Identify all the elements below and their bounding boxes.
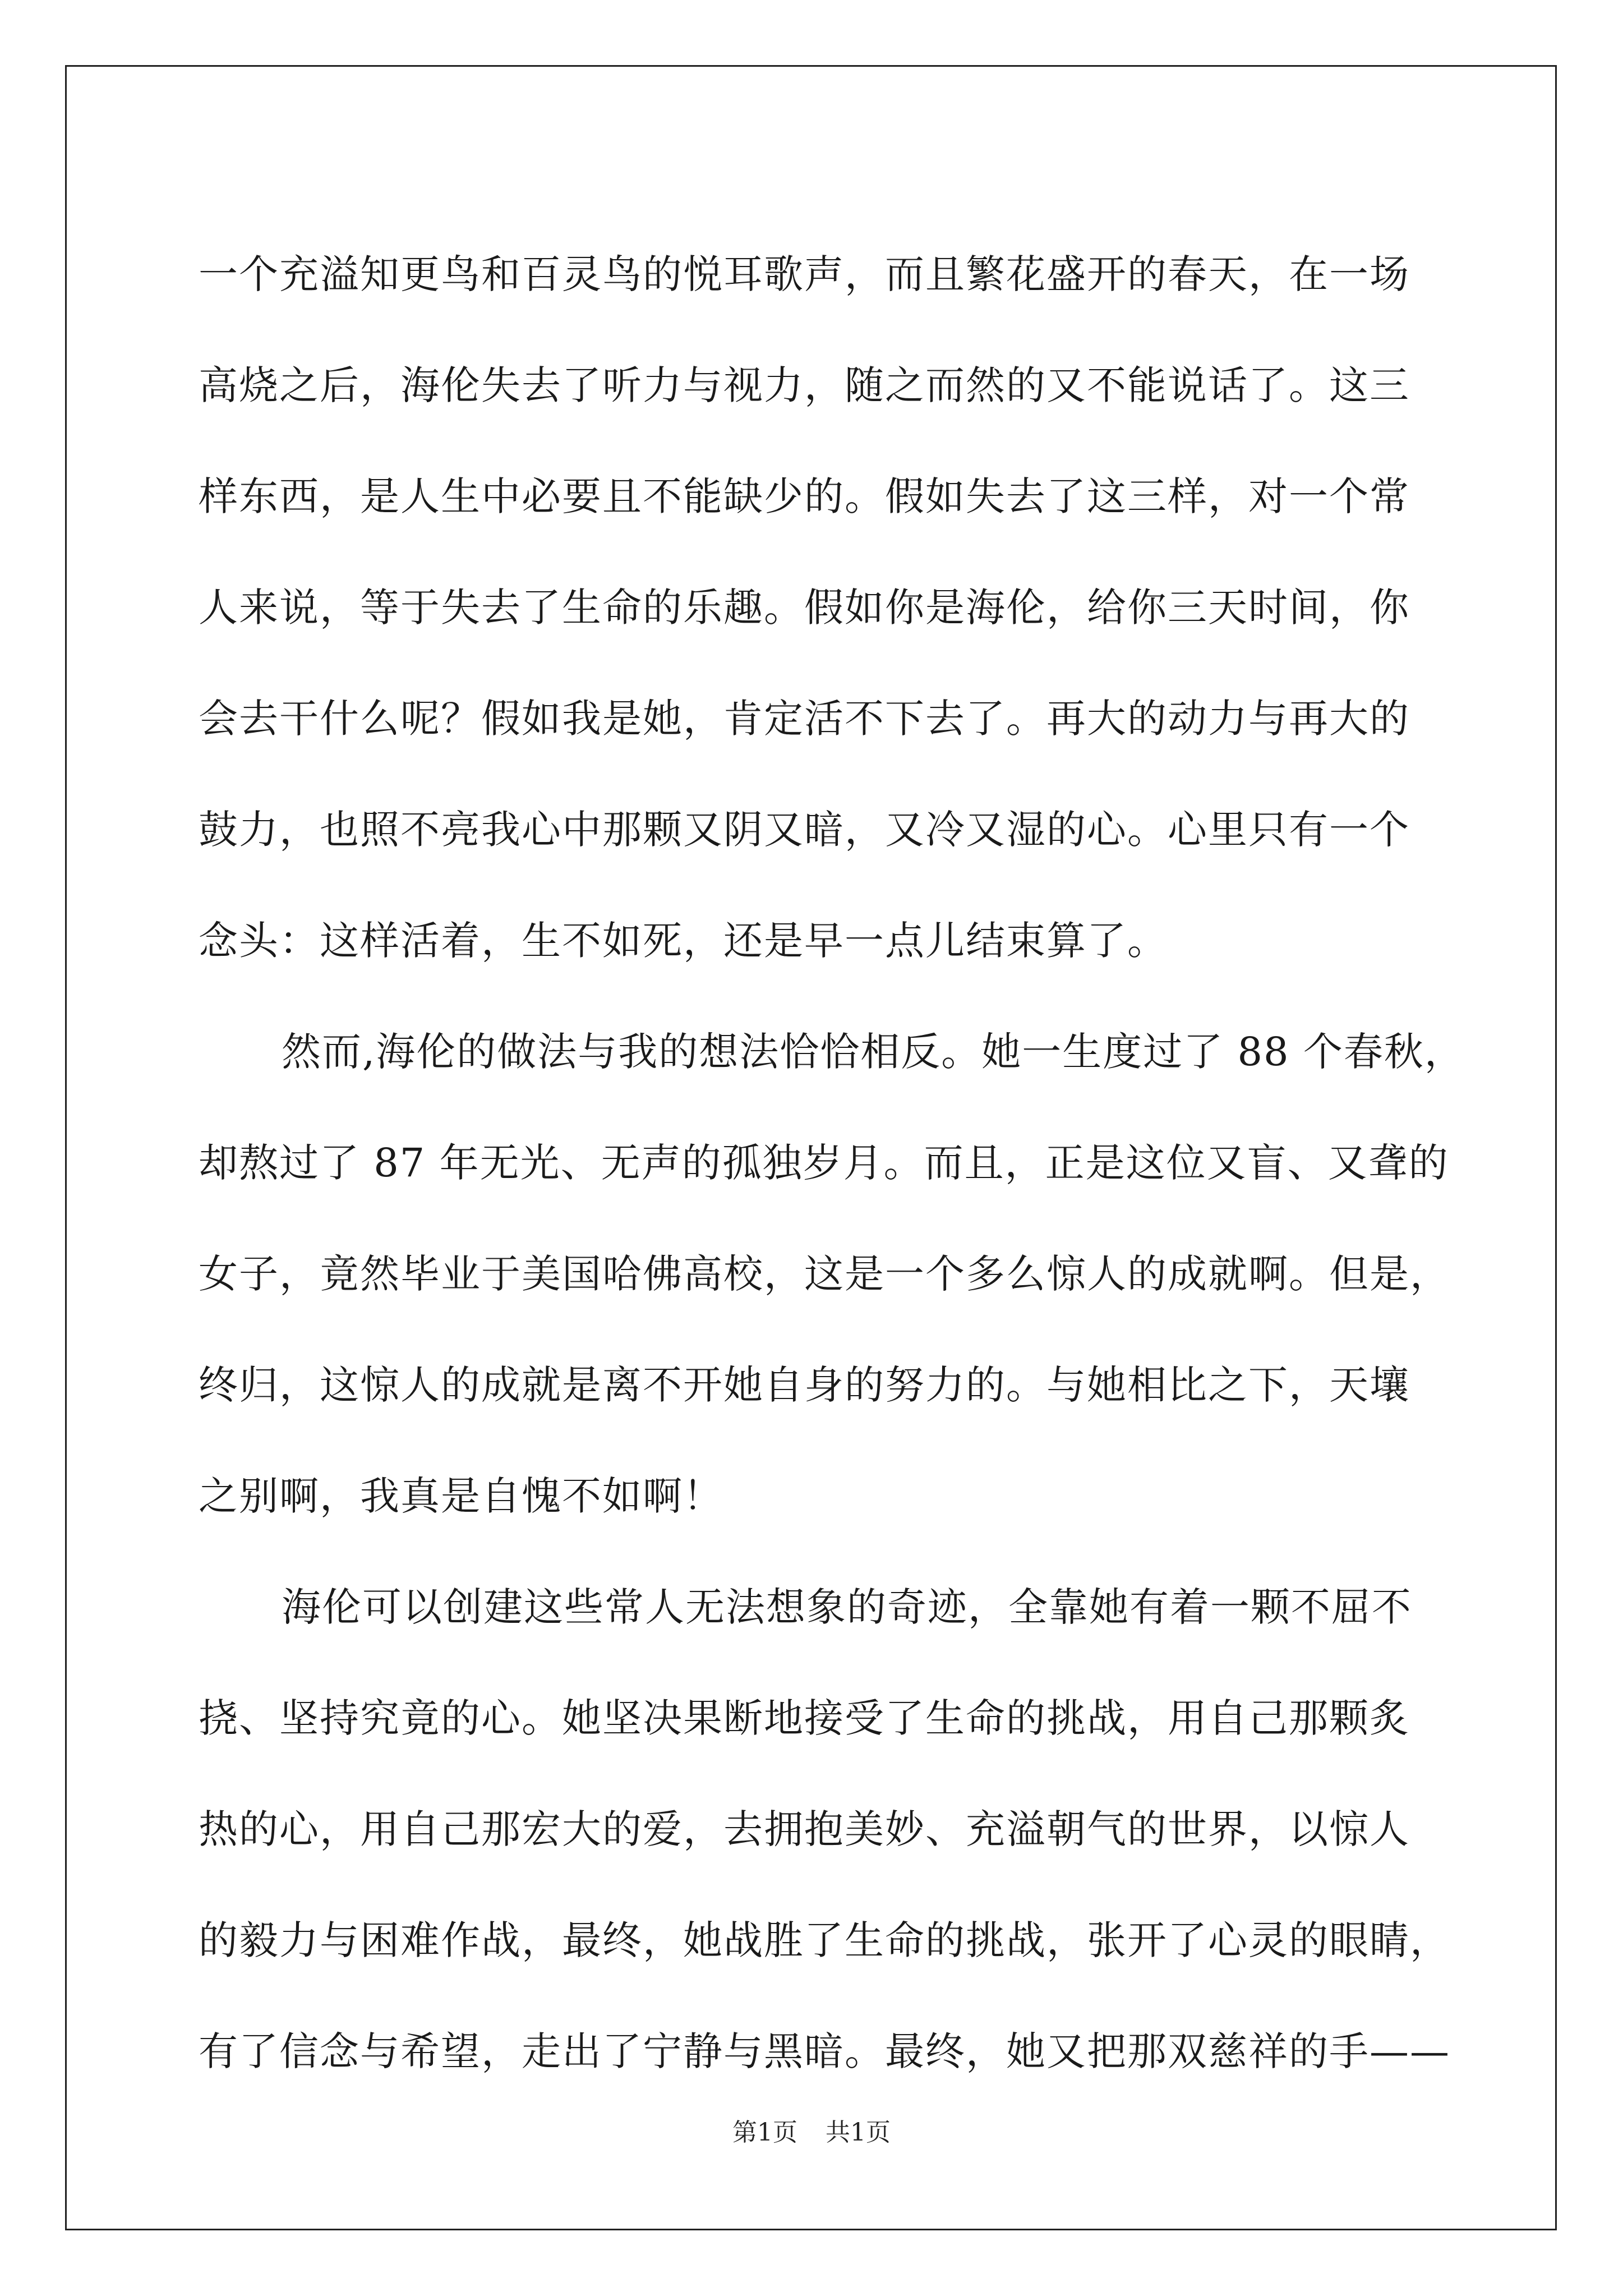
text-line: 有了信念与希望，走出了宁静与黑暗。最终，她又把那双慈祥的手——	[199, 2028, 1450, 2074]
text-line: 热的心，用自己那宏大的爱，去拥抱美妙、充溢朝气的世界，以惊人	[199, 1806, 1410, 1852]
text-line: 鼓力，也照不亮我心中那颗又阴又暗，又冷又湿的心。心里只有一个	[199, 807, 1410, 853]
text-line: 之别啊，我真是自愧不如啊！	[199, 1473, 723, 1519]
page-number: 第1页	[732, 2118, 797, 2147]
text-line: 终归，这惊人的成就是离不开她自身的努力的。与她相比之下，天壤	[199, 1362, 1410, 1408]
text-line: 高烧之后，海伦失去了听力与视力，随之而然的又不能说话了。这三	[199, 362, 1410, 408]
page-total: 共1页	[826, 2118, 891, 2147]
text-line: 却熬过了 87 年无光、无声的孤独岁月。而且，正是这位又盲、又聋的	[199, 1140, 1449, 1186]
text-line: 人来说，等于失去了生命的乐趣。假如你是海伦，给你三天时间，你	[199, 585, 1410, 631]
text-line: 然而,海伦的做法与我的想法恰恰相反。她一生度过了 88 个春秋，	[282, 1029, 1465, 1075]
text-line: 念头：这样活着，生不如死，还是早一点儿结束算了。	[199, 918, 1168, 964]
text-line: 的毅力与困难作战，最终，她战胜了生命的挑战，张开了心灵的眼睛，	[199, 1917, 1450, 1963]
text-line: 女子，竟然毕业于美国哈佛高校，这是一个多么惊人的成就啊。但是，	[199, 1251, 1450, 1297]
text-line: 挠、坚持究竟的心。她坚决果断地接受了生命的挑战，用自己那颗炙	[199, 1695, 1410, 1741]
text-line: 一个充溢知更鸟和百灵鸟的悦耳歌声，而且繁花盛开的春天，在一场	[199, 251, 1410, 297]
document-body	[199, 219, 1465, 2107]
text-line: 海伦可以创建这些常人无法想象的奇迹，全靠她有着一颗不屈不	[282, 1584, 1412, 1630]
text-line: 会去干什么呢？假如我是她，肯定活不下去了。再大的动力与再大的	[199, 696, 1410, 742]
page-footer	[0, 2116, 1623, 2150]
text-line: 样东西，是人生中必要且不能缺少的。假如失去了这三样，对一个常	[199, 473, 1410, 519]
